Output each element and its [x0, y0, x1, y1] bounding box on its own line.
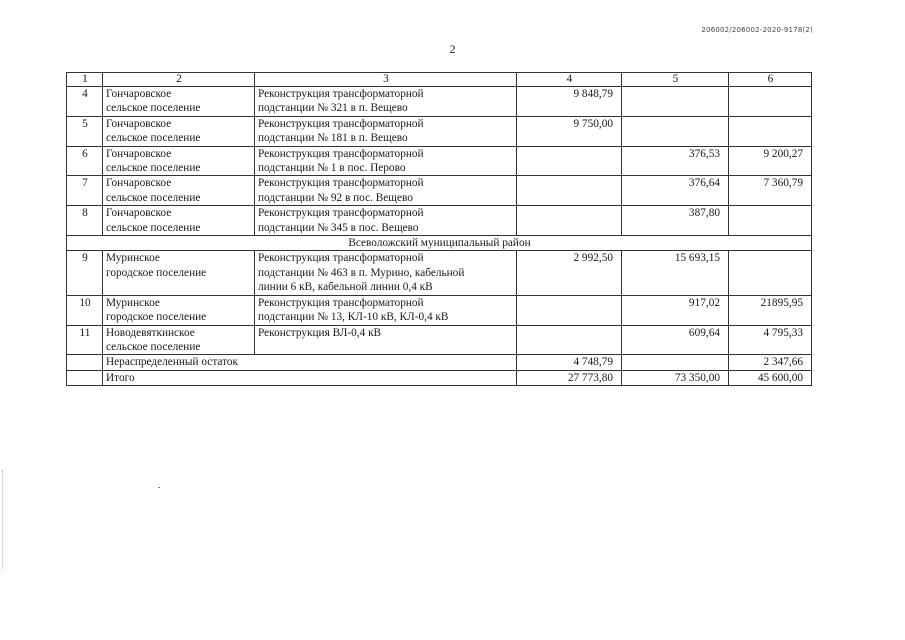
summary-col4-cell: 4 748,79	[517, 355, 622, 370]
header-cell-3: 3	[255, 73, 517, 87]
amount-col5-cell: 387,80	[622, 206, 729, 236]
amount-col6-cell	[729, 87, 812, 117]
amount-col4-cell	[517, 176, 622, 206]
amount-col5-cell	[622, 116, 729, 146]
row-number-cell: 9	[67, 251, 103, 295]
amount-col4-cell	[517, 325, 622, 355]
row-number-cell: 10	[67, 295, 103, 325]
table-row	[67, 146, 812, 176]
object-cell: Реконструкция трансформаторной подстанции № 1 в пос. Перово	[255, 146, 517, 176]
row-number-cell: 6	[67, 146, 103, 176]
header-cell-1: 1	[67, 73, 103, 87]
row-number-cell: 11	[67, 325, 103, 355]
summary-blank-cell	[67, 370, 103, 385]
amount-col5-cell: 376,53	[622, 146, 729, 176]
summary-col6-cell: 2 347,66	[729, 355, 812, 370]
table-row	[67, 325, 812, 355]
amount-col5-cell	[622, 87, 729, 117]
amount-col4-cell: 2 992,50	[517, 251, 622, 295]
table-row	[67, 206, 812, 236]
row-number-cell: 8	[67, 206, 103, 236]
summary-row	[67, 370, 812, 385]
settlement-cell: Гончаровское сельское поселение	[103, 176, 255, 206]
settlement-cell: Новодевяткинское сельское поселение	[103, 325, 255, 355]
amount-col6-cell: 21895,95	[729, 295, 812, 325]
row-number-cell: 4	[67, 87, 103, 117]
amount-col6-cell: 9 200,27	[729, 146, 812, 176]
amount-col5-cell: 917,02	[622, 295, 729, 325]
section-row	[67, 236, 812, 251]
table-row	[67, 116, 812, 146]
summary-label-cell: Итого	[103, 370, 517, 385]
object-cell: Реконструкция трансформаторной подстанции № 321 в п. Вещево	[255, 87, 517, 117]
amount-col5-cell: 376,64	[622, 176, 729, 206]
header-cell-5: 5	[622, 73, 729, 87]
table-row	[67, 251, 812, 295]
amount-col6-cell: 4 795,33	[729, 325, 812, 355]
settlement-cell: Муринское городское поселение	[103, 251, 255, 295]
page-number: 2	[449, 42, 456, 56]
settlement-cell: Гончаровское сельское поселение	[103, 116, 255, 146]
settlement-cell: Муринское городское поселение	[103, 295, 255, 325]
amount-col4-cell: 9 848,79	[517, 87, 622, 117]
document-code: 206002/206002-2020-9178(2)	[701, 26, 813, 34]
amount-col6-cell: 7 360,79	[729, 176, 812, 206]
row-number-cell: 7	[67, 176, 103, 206]
table-row	[67, 295, 812, 325]
amount-col4-cell	[517, 146, 622, 176]
header-cell-2: 2	[103, 73, 255, 87]
object-cell: Реконструкция трансформаторной подстанции № 463 в п. Мурино, кабельной линии 6 кВ, кабельной линии 0,4 кВ	[255, 251, 517, 295]
settlement-cell: Гончаровское сельское поселение	[103, 146, 255, 176]
amount-col6-cell	[729, 251, 812, 295]
amount-col4-cell	[517, 295, 622, 325]
summary-col4-cell: 27 773,80	[517, 370, 622, 385]
amount-col4-cell: 9 750,00	[517, 116, 622, 146]
amount-col6-cell	[729, 116, 812, 146]
amount-col5-cell: 15 693,15	[622, 251, 729, 295]
scan-edge-marks	[2, 470, 5, 570]
amount-col5-cell: 609,64	[622, 325, 729, 355]
object-cell: Реконструкция трансформаторной подстанции № 13, КЛ-10 кВ, КЛ-0,4 кВ	[255, 295, 517, 325]
amount-col6-cell	[729, 206, 812, 236]
summary-row	[67, 355, 812, 370]
header-cell-6: 6	[729, 73, 812, 87]
object-cell: Реконструкция ВЛ-0,4 кВ	[255, 325, 517, 355]
summary-blank-cell	[67, 355, 103, 370]
table-body	[67, 73, 812, 386]
scan-speck	[158, 487, 160, 488]
object-cell: Реконструкция трансформаторной подстанции № 92 в пос. Вещево	[255, 176, 517, 206]
row-number-cell: 5	[67, 116, 103, 146]
amount-col4-cell	[517, 206, 622, 236]
allocation-table	[66, 72, 812, 386]
section-title-cell: Всеволожский муниципальный район	[67, 236, 812, 251]
table-row	[67, 176, 812, 206]
summary-col5-cell	[622, 355, 729, 370]
table-header-row	[67, 73, 812, 87]
object-cell: Реконструкция трансформаторной подстанции № 181 в п. Вещево	[255, 116, 517, 146]
summary-col5-cell: 73 350,00	[622, 370, 729, 385]
settlement-cell: Гончаровское сельское поселение	[103, 206, 255, 236]
table-row	[67, 87, 812, 117]
summary-label-cell: Нераспределенный остаток	[103, 355, 517, 370]
summary-col6-cell: 45 600,00	[729, 370, 812, 385]
object-cell: Реконструкция трансформаторной подстанции № 345 в пос. Вещево	[255, 206, 517, 236]
header-cell-4: 4	[517, 73, 622, 87]
settlement-cell: Гончаровское сельское поселение	[103, 87, 255, 117]
